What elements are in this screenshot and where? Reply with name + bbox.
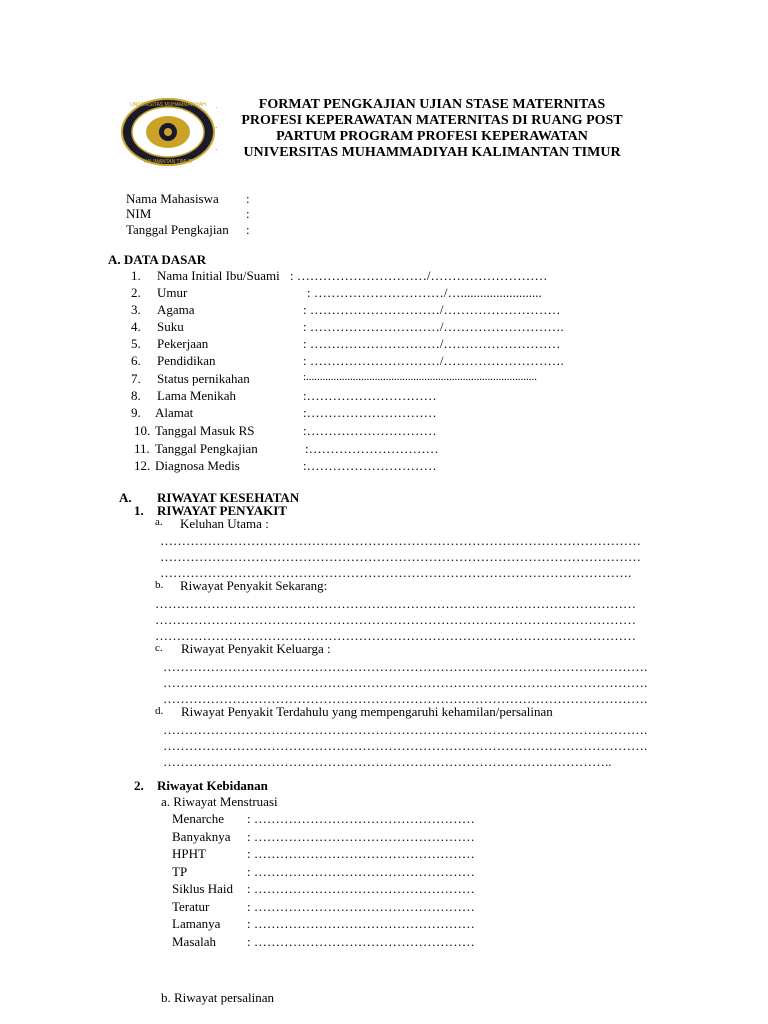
- dot-line: …………………………………………………………………………………………..: [163, 754, 612, 769]
- dot-line: …………………………………………………………………………………………………: [155, 596, 636, 611]
- assessment-date-label: Tanggal Pengkajian: [126, 222, 229, 237]
- list-item-label: Lama Menikah: [157, 388, 237, 403]
- list-item-label: Status pernikahan: [157, 371, 250, 386]
- list-item-value: :…………………………: [303, 388, 437, 403]
- list-item-value: : …………………………/………………………: [290, 268, 548, 283]
- list-item-label: Agama: [157, 302, 195, 317]
- list-item-num: 1.: [131, 268, 141, 283]
- list-item-value: :…………………………: [305, 441, 439, 456]
- subsection-riwayat-penyakit: RIWAYAT PENYAKIT: [157, 503, 287, 518]
- menstruasi-label: Siklus Haid: [172, 881, 234, 896]
- list-item-num: 6.: [131, 353, 141, 368]
- menstruasi-value: : ……………………………………………: [247, 811, 475, 826]
- header-line-4: UNIVERSITAS MUHAMMADIYAH KALIMANTAN TIMUR: [243, 145, 621, 160]
- list-item-label: Pekerjaan: [157, 336, 209, 351]
- menstruasi-value: : ……………………………………………: [247, 899, 475, 914]
- dot-line: …………………………………………………………………………………………………: [160, 549, 641, 564]
- subsection-num: 2.: [134, 778, 144, 793]
- document-header: [232, 97, 632, 161]
- list-item-label: Umur: [157, 285, 188, 300]
- menstruasi-label: Teratur: [172, 899, 210, 914]
- margin-mark: ·: [215, 124, 218, 132]
- margin-mark: ·: [215, 104, 218, 112]
- dot-line: ………………………………………………………………………………………………….: [163, 722, 648, 737]
- menstruasi-value: : ……………………………………………: [247, 881, 475, 896]
- dot-line: ………………………………………………………………………………………………….: [163, 675, 648, 690]
- menstruasi-label: TP: [172, 864, 188, 879]
- list-item-label: Pendidikan: [157, 353, 216, 368]
- menstruasi-label: Lamanya: [172, 916, 221, 931]
- nim-sep: :: [246, 206, 250, 221]
- item-letter: c.: [155, 642, 163, 654]
- list-item-value: :…………………………: [303, 405, 437, 420]
- dot-line: …………………………………………………………………………………………………: [160, 533, 641, 548]
- list-item-num: 8.: [131, 388, 141, 403]
- subsection-num: 1.: [134, 503, 144, 518]
- list-item-value: :…………………………: [303, 458, 437, 473]
- list-item-label: Diagnosa Medis: [155, 458, 240, 473]
- list-item-value: : …………………………/….........................: [307, 285, 542, 300]
- list-item-label: Alamat: [155, 405, 194, 420]
- student-name-sep: :: [246, 191, 250, 206]
- list-item-label: Tanggal Masuk RS: [155, 423, 255, 438]
- item-letter: b.: [155, 579, 164, 591]
- list-item-num: 7.: [131, 371, 141, 386]
- menstruasi-value: : ……………………………………………: [247, 846, 475, 861]
- list-item-label: Tanggal Pengkajian: [155, 441, 258, 456]
- keluhan-utama-label: Keluhan Utama :: [180, 516, 269, 531]
- menstruasi-label: Menarche: [172, 811, 224, 826]
- menstruasi-value: : ……………………………………………: [247, 916, 475, 931]
- section-riwayat-title: RIWAYAT KESEHATAN: [157, 490, 300, 505]
- dot-line: ………………………………………………………………………………………………….: [163, 659, 648, 674]
- dot-line: …………………………………………………………………………………………………: [155, 612, 636, 627]
- menstruasi-label: Masalah: [172, 934, 217, 949]
- header-line-3: PARTUM PROGRAM PROFESI KEPERAWATAN: [276, 129, 588, 144]
- subsection-kebidanan-title: Riwayat Kebidanan: [157, 778, 268, 793]
- list-item-num: 12.: [134, 458, 151, 473]
- list-item-num: 9.: [131, 405, 141, 420]
- header-line-2: PROFESI KEPERAWATAN MATERNITAS DI RUANG POST: [241, 113, 623, 128]
- university-logo: [120, 97, 216, 167]
- logo-text-top: UNIVERSITAS MUHAMMADIYAH: [130, 102, 206, 108]
- list-item-label: Nama Initial Ibu/Suami: [157, 268, 280, 283]
- header-line-1: FORMAT PENGKAJIAN UJIAN STASE MATERNITAS: [258, 97, 606, 112]
- logo-text-bottom: KALIMANTAN TIMUR: [143, 159, 193, 165]
- list-item-value: : …………………………/……………………….: [303, 319, 564, 334]
- item-letter: a.: [155, 516, 163, 528]
- menstruasi-value: : ……………………………………………: [247, 934, 475, 949]
- margin-mark: ·: [215, 146, 218, 154]
- riwayat-menstruasi-label: a. Riwayat Menstruasi: [161, 794, 278, 809]
- menstruasi-label: Banyaknya: [172, 829, 231, 844]
- list-item-value: : …………………………/……………………….: [303, 353, 564, 368]
- list-item-num: 11.: [134, 441, 150, 456]
- section-data-dasar-title: A. DATA DASAR: [108, 252, 207, 267]
- riwayat-persalinan-label: b. Riwayat persalinan: [161, 990, 274, 1005]
- list-item-value: :....................................................................................: [303, 371, 538, 383]
- list-item-value: : …………………………/………………………: [303, 302, 561, 317]
- dot-line: ……………………………………………………………………………………………….: [160, 565, 632, 580]
- student-name-label: Nama Mahasiswa: [126, 191, 219, 206]
- section-riwayat-letter: A.: [119, 490, 132, 505]
- list-item-num: 5.: [131, 336, 141, 351]
- dot-line: ………………………………………………………………………………………………….: [163, 738, 648, 753]
- list-item-num: 3.: [131, 302, 141, 317]
- list-item-value: : …………………………/………………………: [303, 336, 561, 351]
- assessment-date-sep: :: [246, 222, 250, 237]
- riwayat-terdahulu-label: Riwayat Penyakit Terdahulu yang mempengaruhi kehamilan/persalinan: [181, 704, 553, 719]
- riwayat-sekarang-label: Riwayat Penyakit Sekarang:: [180, 578, 328, 593]
- nim-label: NIM: [126, 206, 152, 221]
- list-item-value: :…………………………: [303, 423, 437, 438]
- list-item-num: 4.: [131, 319, 141, 334]
- menstruasi-value: : ……………………………………………: [247, 829, 475, 844]
- riwayat-keluarga-label: Riwayat Penyakit Keluarga :: [181, 641, 331, 656]
- list-item-num: 10.: [134, 423, 151, 438]
- dot-line: ………………………………………………………………………………………………….: [163, 691, 648, 706]
- menstruasi-value: : ……………………………………………: [247, 864, 475, 879]
- menstruasi-label: HPHT: [172, 846, 206, 861]
- list-item-label: Suku: [157, 319, 184, 334]
- item-letter: d.: [155, 705, 164, 717]
- dot-line: …………………………………………………………………………………………………: [155, 628, 636, 643]
- list-item-num: 2.: [131, 285, 141, 300]
